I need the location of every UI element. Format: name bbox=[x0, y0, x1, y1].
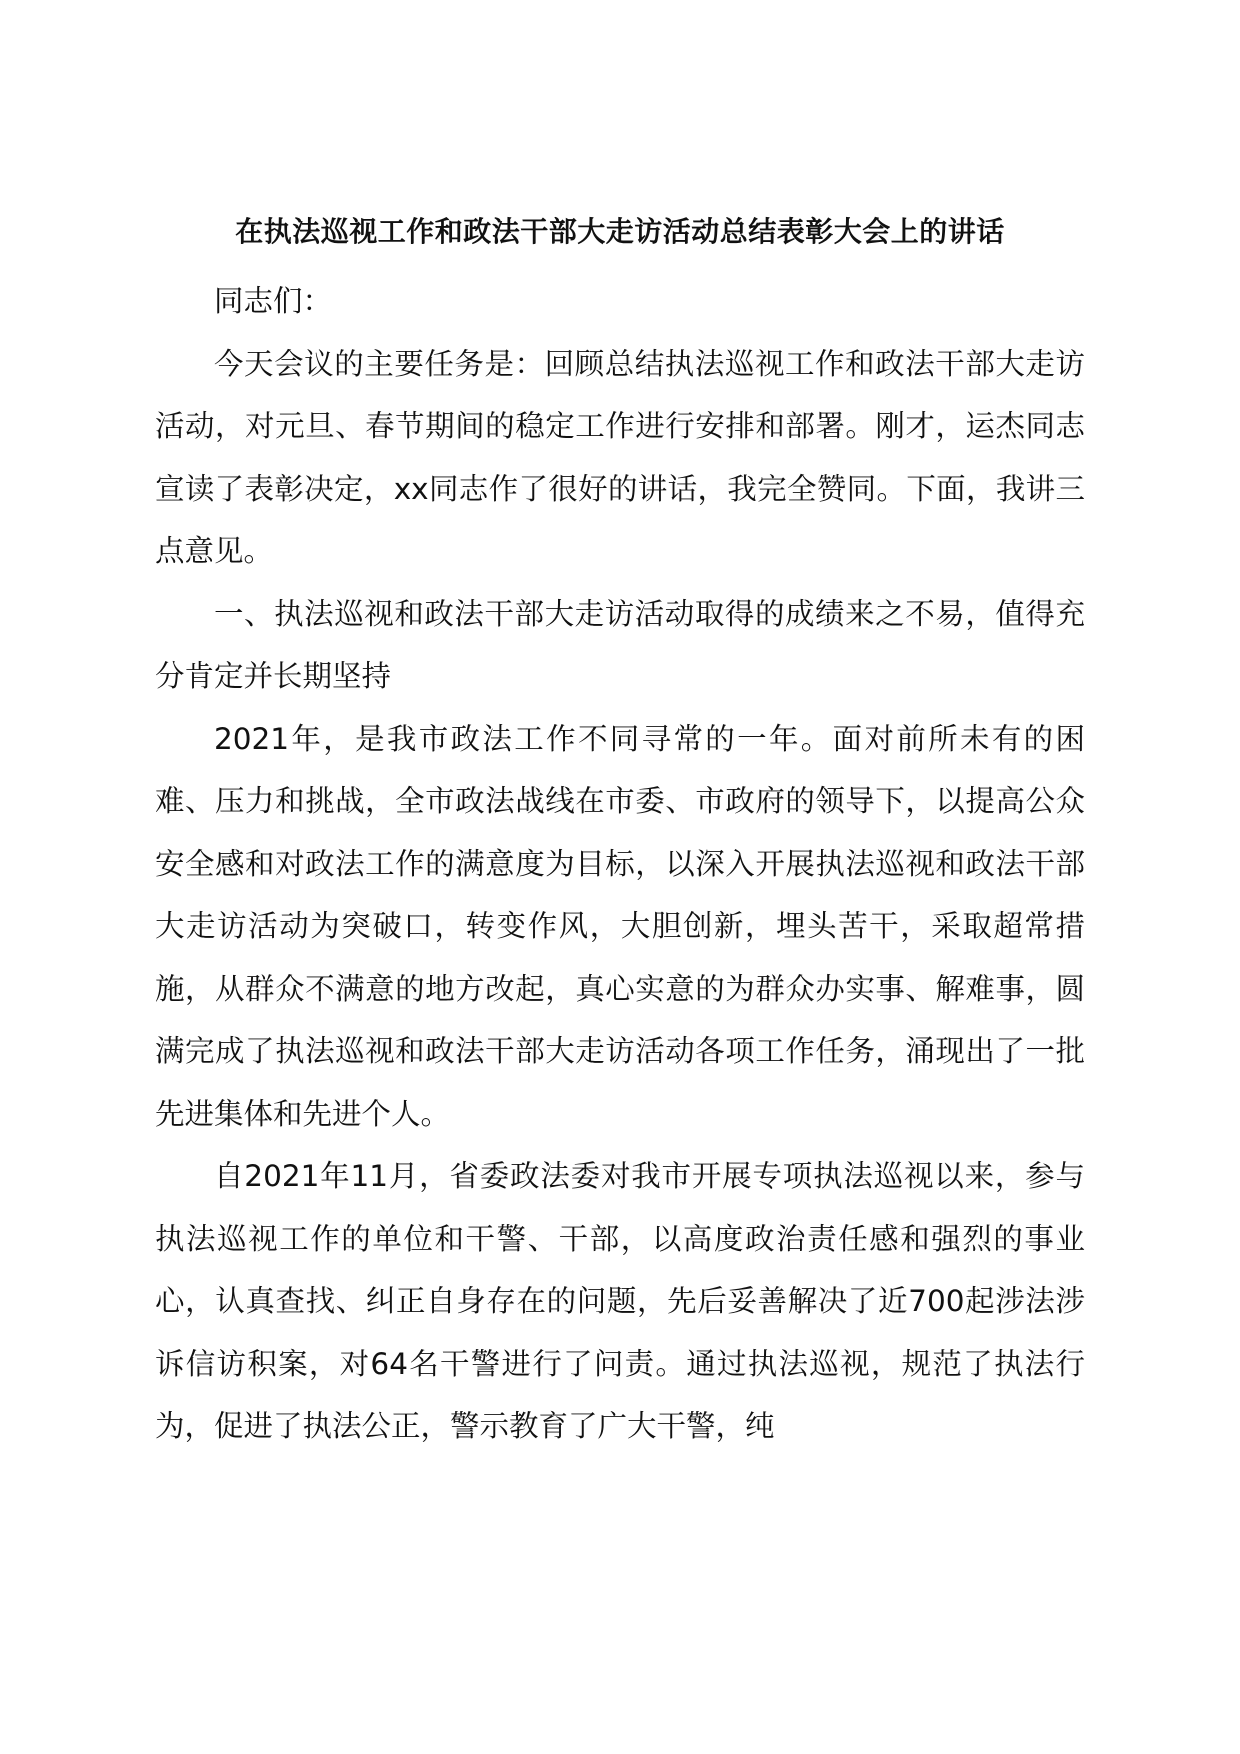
document-body bbox=[155, 270, 1085, 1458]
paragraph-2: 2021年，是我市政法工作不同寻常的一年。面对前所未有的困难、压力和挑战，全市政法战线在市委、市政府的领导下，以提高公众安全感和对政法工作的满意度为目标，以深入开展执法巡视和政法干部大走访活动为突破口，转变作风，大胆创新，埋头苦干，采取超常措施，从群众不满意的地方改起，真心实意的为群众办实事、解难事，圆满完成了执法巡视和政法干部大走访活动各项工作任务，涌现出了一批先进集体和先进个人。 bbox=[155, 721, 1085, 1131]
section-heading-1: 一、执法巡视和政法干部大走访活动取得的成绩来之不易，值得充分肯定并长期坚持 bbox=[155, 596, 1085, 693]
paragraph-1: 今天会议的主要任务是：回顾总结执法巡视工作和政法干部大走访活动，对元旦、春节期间的稳定工作进行安排和部署。刚才，运杰同志宣读了表彰决定，xx同志作了很好的讲话，我完全赞同。下面，我讲三点意见。 bbox=[155, 346, 1085, 568]
document-title: 在执法巡视工作和政法干部大走访活动总结表彰大会上的讲话 bbox=[235, 215, 1005, 248]
paragraph-3: 自2021年11月，省委政法委对我市开展专项执法巡视以来，参与执法巡视工作的单位和干警、干部，以高度政治责任感和强烈的事业心，认真查找、纠正自身存在的问题，先后妥善解决了近700起涉法涉诉信访积案，对64名干警进行了问责。通过执法巡视，规范了执法行为，促进了执法公正，警示教育了广大干警，纯 bbox=[155, 1159, 1085, 1443]
salutation: 同志们： bbox=[214, 284, 333, 318]
